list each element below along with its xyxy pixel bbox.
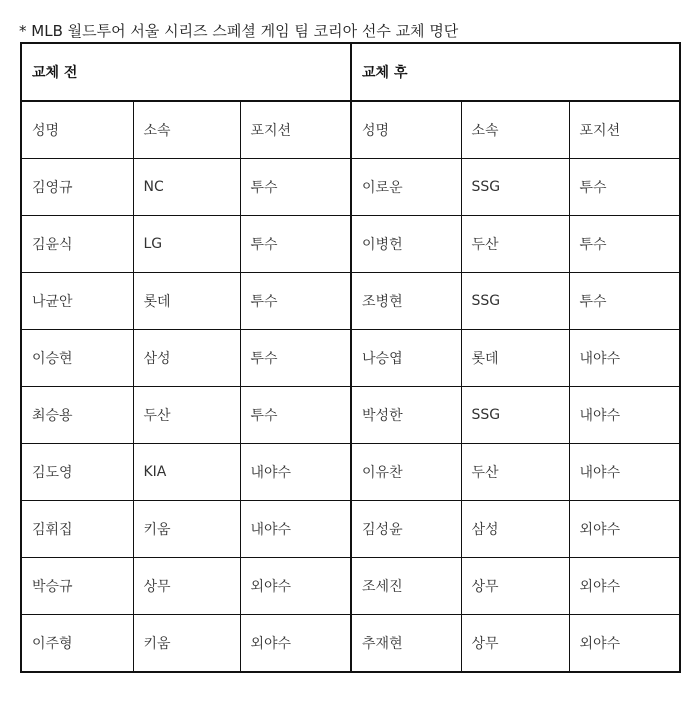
cell-position-before: 외야수 <box>240 615 351 673</box>
cell-position-after: 내야수 <box>569 387 680 444</box>
cell-team-before: 키움 <box>133 615 240 673</box>
cell-team-after: SSG <box>461 387 569 444</box>
cell-position-before: 투수 <box>240 159 351 216</box>
cell-name-before: 이승현 <box>21 330 133 387</box>
cell-team-after: 삼성 <box>461 501 569 558</box>
cell-name-before: 김휘집 <box>21 501 133 558</box>
cell-team-before: LG <box>133 216 240 273</box>
cell-name-after: 박성한 <box>351 387 461 444</box>
table-row <box>21 558 680 615</box>
cell-team-after: 두산 <box>461 216 569 273</box>
cell-position-after: 외야수 <box>569 501 680 558</box>
cell-team-before: 두산 <box>133 387 240 444</box>
cell-name-after: 나승엽 <box>351 330 461 387</box>
column-header-position-before: 포지션 <box>240 101 351 159</box>
cell-name-after: 이로운 <box>351 159 461 216</box>
cell-name-before: 최승용 <box>21 387 133 444</box>
cell-team-before: 상무 <box>133 558 240 615</box>
cell-team-before: 롯데 <box>133 273 240 330</box>
cell-name-after: 추재현 <box>351 615 461 673</box>
column-header-row <box>21 101 680 159</box>
cell-team-before: KIA <box>133 444 240 501</box>
table-row <box>21 615 680 673</box>
table-row <box>21 330 680 387</box>
cell-position-after: 내야수 <box>569 444 680 501</box>
roster-replacement-table <box>20 42 681 673</box>
table-row <box>21 273 680 330</box>
cell-name-after: 조세진 <box>351 558 461 615</box>
cell-position-after: 외야수 <box>569 558 680 615</box>
cell-position-after: 투수 <box>569 273 680 330</box>
cell-position-after: 외야수 <box>569 615 680 673</box>
table-caption: * MLB 월드투어 서울 시리즈 스페셜 게임 팀 코리아 선수 교체 명단 <box>19 22 459 40</box>
column-header-position-after: 포지션 <box>569 101 680 159</box>
table-row <box>21 501 680 558</box>
cell-team-after: 두산 <box>461 444 569 501</box>
cell-position-before: 투수 <box>240 273 351 330</box>
cell-name-after: 이병헌 <box>351 216 461 273</box>
cell-position-before: 투수 <box>240 216 351 273</box>
cell-name-before: 김윤식 <box>21 216 133 273</box>
cell-team-before: NC <box>133 159 240 216</box>
cell-team-after: 상무 <box>461 558 569 615</box>
cell-position-after: 투수 <box>569 159 680 216</box>
column-header-name-before: 성명 <box>21 101 133 159</box>
group-before-header: 교체 전 <box>21 43 351 101</box>
cell-position-before: 외야수 <box>240 558 351 615</box>
column-header-team-after: 소속 <box>461 101 569 159</box>
cell-name-before: 이주형 <box>21 615 133 673</box>
cell-team-before: 키움 <box>133 501 240 558</box>
cell-name-before: 나균안 <box>21 273 133 330</box>
cell-position-before: 내야수 <box>240 444 351 501</box>
cell-position-after: 투수 <box>569 216 680 273</box>
cell-team-after: 롯데 <box>461 330 569 387</box>
cell-name-after: 조병현 <box>351 273 461 330</box>
table-row <box>21 444 680 501</box>
cell-team-after: SSG <box>461 273 569 330</box>
cell-name-before: 박승규 <box>21 558 133 615</box>
cell-name-after: 이유찬 <box>351 444 461 501</box>
table-row <box>21 387 680 444</box>
cell-team-after: SSG <box>461 159 569 216</box>
column-header-team-before: 소속 <box>133 101 240 159</box>
table-row <box>21 159 680 216</box>
column-header-name-after: 성명 <box>351 101 461 159</box>
group-header-row <box>21 43 680 101</box>
cell-name-after: 김성윤 <box>351 501 461 558</box>
cell-name-before: 김도영 <box>21 444 133 501</box>
table-row <box>21 216 680 273</box>
cell-name-before: 김영규 <box>21 159 133 216</box>
cell-team-before: 삼성 <box>133 330 240 387</box>
cell-position-after: 내야수 <box>569 330 680 387</box>
group-after-header: 교체 후 <box>351 43 680 101</box>
cell-position-before: 내야수 <box>240 501 351 558</box>
cell-position-before: 투수 <box>240 387 351 444</box>
cell-position-before: 투수 <box>240 330 351 387</box>
cell-team-after: 상무 <box>461 615 569 673</box>
